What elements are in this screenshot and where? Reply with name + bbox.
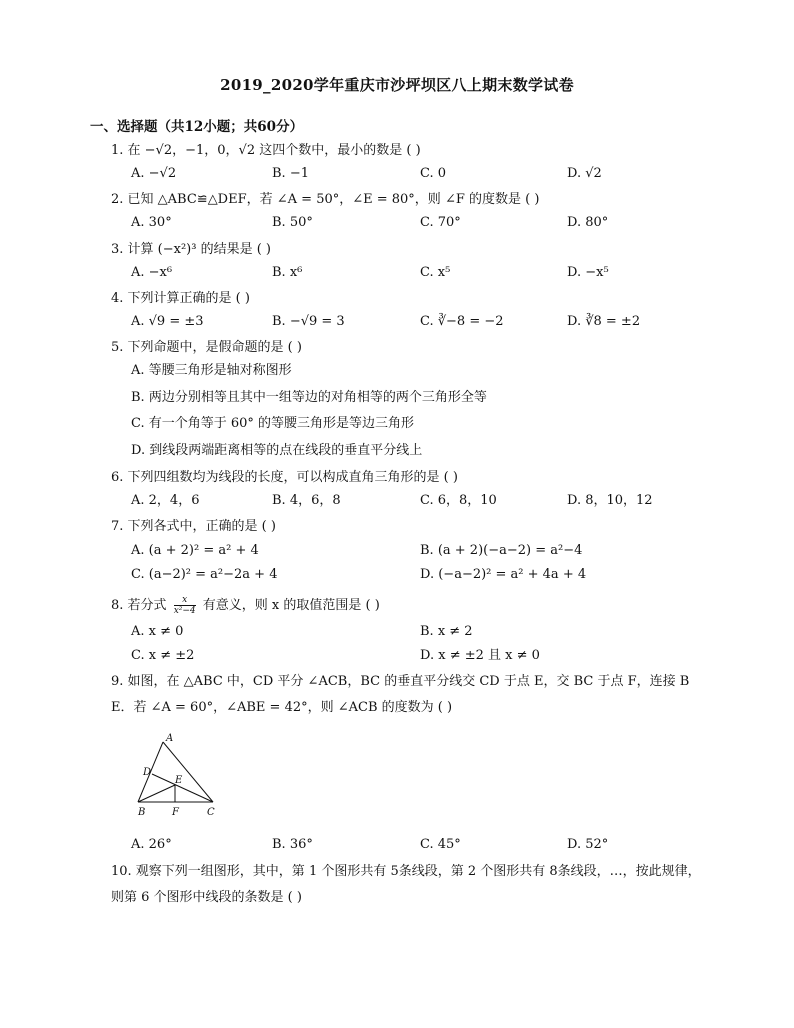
label-e: E	[175, 775, 183, 786]
question-10-stem: 10. 观察下列一组图形，其中，第 1 个图形共有 5条线段，第 2 个图形共有 8条线段，…，按此规律，则第 6 个图形中线段的条数是 ( )	[111, 864, 701, 905]
label-a: A	[166, 733, 174, 744]
question-2-option-b: B. 50°	[272, 215, 313, 230]
question-9-option-d: D. 52°	[567, 837, 609, 852]
question-3-option-a: A. −x⁶	[131, 265, 173, 280]
question-5-option-a: A. 等腰三角形是轴对称图形	[131, 363, 292, 378]
question-8-stem	[111, 595, 380, 616]
question-2-stem: 2. 已知 △ABC≌△DEF，若 ∠A = 50°，∠E = 80°，则 ∠F 的度数是 ( )	[111, 192, 540, 207]
label-f: F	[172, 807, 179, 818]
segment-cd	[152, 774, 213, 802]
section-heading: 一、选择题（共12小题；共60分）	[90, 119, 304, 135]
question-8-option-b: B. x ≠ 2	[420, 624, 473, 639]
segment-ac	[163, 742, 213, 802]
fraction-denominator: x²−4	[173, 606, 196, 616]
question-2-option-d: D. 80°	[567, 215, 609, 230]
question-3-option-c: C. x⁵	[420, 265, 451, 280]
question-2-option-c: C. 70°	[420, 215, 461, 230]
question-4-option-b: B. −√9 = 3	[272, 314, 345, 329]
fraction-numerator: x	[174, 595, 196, 606]
question-9-stem: 9. 如图，在 △ABC 中，CD 平分 ∠ACB，BC 的垂直平分线交 CD 于点 E，交 BC 于点 F，连接 B E．若 ∠A = 60°，∠ABE = 42°，则 ∠ACB 的度数为 ( )	[111, 674, 690, 715]
question-5-option-c: C. 有一个角等于 60° 的等腰三角形是等边三角形	[131, 416, 415, 431]
question-7-option-b: B. (a + 2)(−a−2) = a²−4	[420, 543, 583, 558]
question-1-option-a: A. −√2	[131, 166, 177, 181]
question-5-option-b: B. 两边分别相等且其中一组等边的对角相等的两个三角形全等	[131, 390, 487, 405]
question-7-option-d: D. (−a−2)² = a² + 4a + 4	[420, 567, 587, 582]
question-3-stem: 3. 计算 (−x²)³ 的结果是 ( )	[111, 242, 271, 257]
question-3-option-b: B. x⁶	[272, 265, 303, 280]
question-1-option-c: C. 0	[420, 166, 447, 181]
question-2-option-a: A. 30°	[131, 215, 172, 230]
question-8-stem-after: 有意义，则 x 的取值范围是 ( )	[202, 598, 380, 613]
label-b: B	[138, 807, 146, 818]
question-5-stem: 5. 下列命题中，是假命题的是 ( )	[111, 340, 302, 355]
question-6-option-c: C. 6，8，10	[420, 493, 497, 508]
question-9-option-b: B. 36°	[272, 837, 313, 852]
question-3-option-d: D. −x⁵	[567, 265, 609, 280]
question-4-option-c: C. ∛−8 = −2	[420, 314, 504, 329]
question-4-stem: 4. 下列计算正确的是 ( )	[111, 291, 250, 306]
question-6-stem: 6. 下列四组数均为线段的长度，可以构成直角三角形的是 ( )	[111, 470, 458, 485]
fraction	[174, 595, 196, 616]
question-7-option-a: A. (a + 2)² = a² + 4	[131, 543, 259, 558]
question-4-option-d: D. ∛8 = ±2	[567, 314, 641, 329]
question-9-option-a: A. 26°	[131, 837, 172, 852]
question-1-stem: 1. 在 −√2，−1，0，√2 这四个数中，最小的数是 ( )	[111, 143, 421, 158]
question-4-option-a: A. √9 = ±3	[131, 314, 204, 329]
question-5-option-d: D. 到线段两端距离相等的点在线段的垂直平分线上	[131, 443, 423, 458]
question-7-option-c: C. (a−2)² = a²−2a + 4	[131, 567, 278, 582]
label-c: C	[207, 807, 215, 818]
question-8-option-a: A. x ≠ 0	[131, 624, 184, 639]
question-6-option-b: B. 4，6，8	[272, 493, 341, 508]
question-8-stem-before: 8. 若分式	[111, 598, 167, 613]
label-d: D	[143, 767, 152, 778]
triangle-figure	[130, 730, 220, 825]
question-1-option-d: D. √2	[567, 166, 602, 181]
page-title: 2019_2020学年重庆市沙坪坝区八上期末数学试卷	[220, 76, 574, 94]
question-6-option-a: A. 2，4，6	[131, 493, 200, 508]
question-7-stem: 7. 下列各式中，正确的是 ( )	[111, 519, 276, 534]
question-1-option-b: B. −1	[272, 166, 309, 181]
question-8-option-c: C. x ≠ ±2	[131, 648, 195, 663]
question-6-option-d: D. 8，10，12	[567, 493, 653, 508]
question-9-option-c: C. 45°	[420, 837, 461, 852]
question-8-option-d: D. x ≠ ±2 且 x ≠ 0	[420, 648, 540, 663]
